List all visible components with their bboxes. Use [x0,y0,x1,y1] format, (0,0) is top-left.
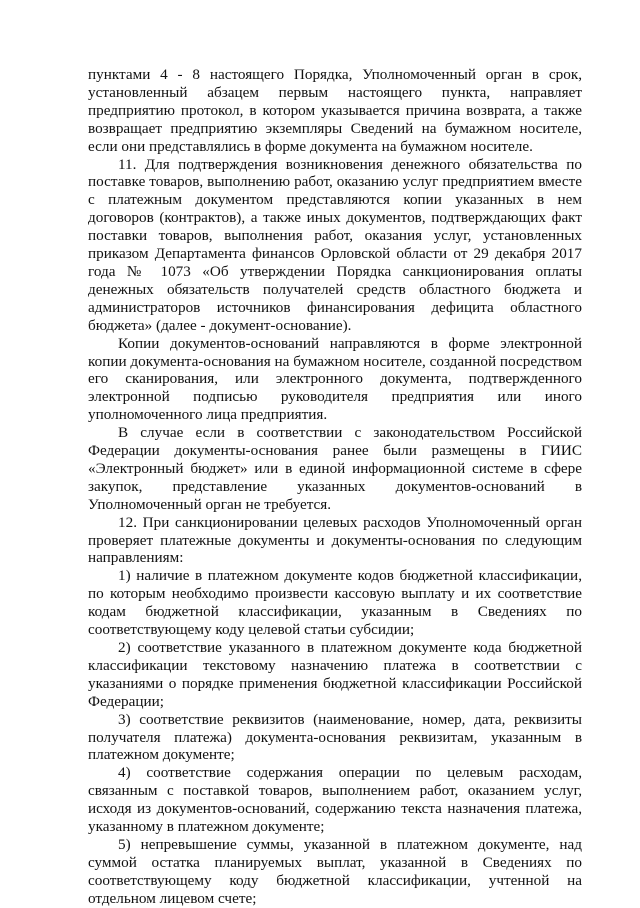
paragraph-copies: Копии документов-оснований направляются в форме электронной копии документа-основания на бумажном носителе, созданной посредством его сканирования, или электронного документа, подтвержденного электронной подписью руководителя предприятия или иного уполномоченного лица предприятия. [88,334,582,424]
list-item-3: 3) соответствие реквизитов (наименование, номер, дата, реквизиты получателя платежа) документа-основания реквизитам, указанным в платежном документе; [88,710,582,764]
paragraph-11: 11. Для подтверждения возникновения денежного обязательства по поставке товаров, выполнению работ, оказанию услуг предприятием вместе с платежным документом представляются копии указанных в нем договоров (контрактов), а также иных документов, подтверждающих факт поставки товаров, выполнения работ, оказания услуг, установленных приказом Департамента финансов Орловской области от 29 декабря 2017 года № 1073 «Об утверждении Порядка санкционирования оплаты денежных обязательств получателей средств областного бюджета и администраторов источников финансирования дефицита областного бюджета» (далее - документ-основание). [88,155,582,334]
list-item-1: 1) наличие в платежном документе кодов бюджетной классификации, по которым необходимо произвести кассовую выплату и их соответствие кодам бюджетной классификации, указанным в Сведениях по соответствующему коду целевой статьи субсидии; [88,567,582,639]
list-item-4: 4) соответствие содержания операции по целевым расходам, связанным с поставкой товаров, выполнением работ, оказанием услуг, исходя из документов-оснований, содержанию текста назначения платежа, указанному в платежном документе; [88,764,582,836]
paragraph-12: 12. При санкционировании целевых расходов Уполномоченный орган проверяет платежные документы и документы-основания по следующим направлениям: [88,513,582,567]
paragraph-exception: В случае если в соответствии с законодательством Российской Федерации документы-основания ранее были размещены в ГИИС «Электронный бюджет» или в единой информационной системе в сфере закупок, представление указанных документов-оснований в Уполномоченный орган не требуется. [88,424,582,513]
paragraph-continuation: пунктами 4 - 8 настоящего Порядка, Уполномоченный орган в срок, установленный абзацем первым настоящего пункта, направляет предприятию протокол, в котором указывается причина возврата, а также возвращает предприятию экземпляры Сведений на бумажном носителе, если они представлялись в форме документа на бумажном носителе. [88,66,582,155]
list-item-5: 5) непревышение суммы, указанной в платежном документе, над суммой остатка планируемых выплат, указанной в Сведениях по соответствующему коду бюджетной классификации, учтенной на отдельном лицевом счете; [88,835,582,907]
list-item-2: 2) соответствие указанного в платежном документе кода бюджетной классификации текстовому назначению платежа в соответствии с указаниями о порядке применения бюджетной классификации Российской Федерации; [88,639,582,710]
